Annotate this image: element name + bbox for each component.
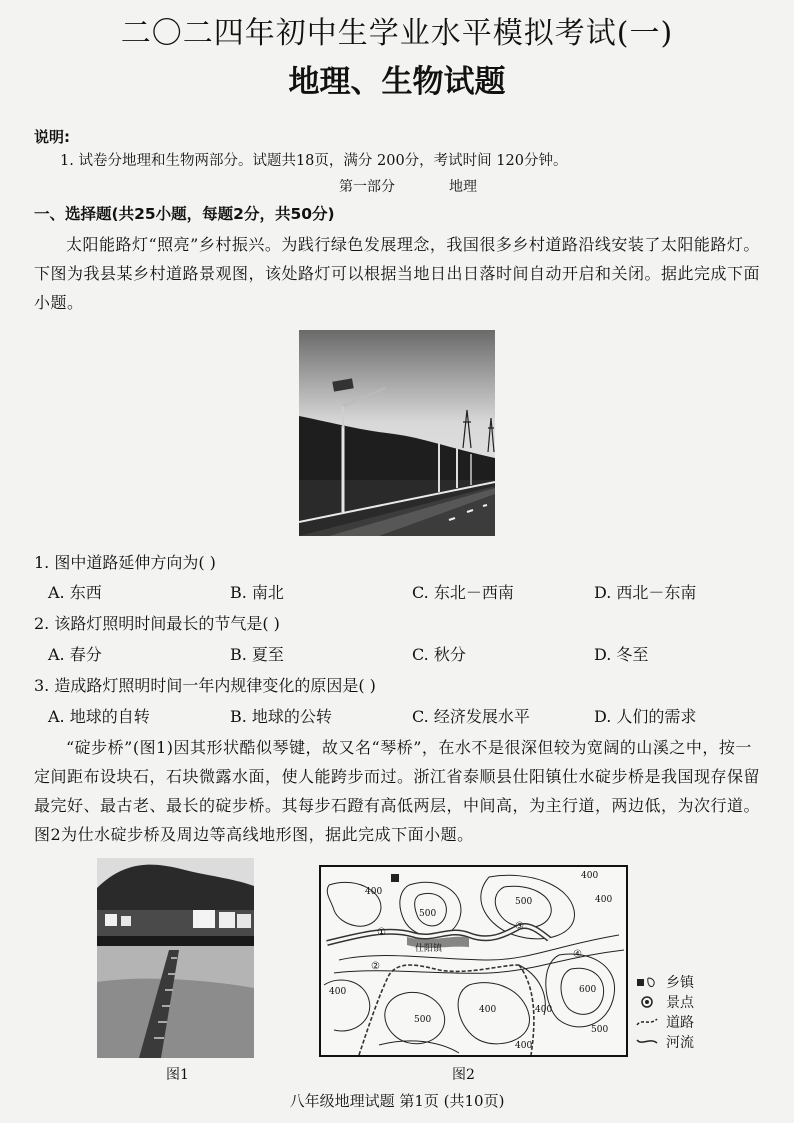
page-footer: 八年级地理试题 第1页 (共10页) — [289, 1092, 505, 1110]
question-3-option-c: C. 经济发展水平 — [412, 707, 530, 726]
question-3-stem: 3. 造成路灯照明时间一年内规律变化的原因是( ) — [34, 676, 376, 695]
legend-road-label: 道路 — [666, 1015, 694, 1031]
contour-label-5: 600 — [579, 985, 597, 995]
river-icon — [636, 1036, 658, 1048]
legend-town-label: 乡镇 — [666, 975, 694, 991]
contour-label-10: 400 — [595, 895, 613, 905]
town-label: 仕阳镇 — [415, 944, 443, 954]
map-marker-3: ③ — [515, 921, 524, 932]
question-1-option-c: C. 东北－西南 — [412, 583, 514, 602]
legend-town — [636, 972, 716, 992]
legend-scenic-label: 景点 — [666, 995, 694, 1011]
contour-label-4: 400 — [581, 871, 599, 881]
figure-1-caption: 图1 — [166, 1067, 189, 1083]
section-heading: 一、选择题(共25小题，每题2分，共50分) — [34, 205, 335, 223]
figure-2-caption: 图2 — [452, 1067, 475, 1083]
question-3-option-b: B. 地球的公转 — [230, 707, 332, 726]
question-1-option-a: A. 东西 — [48, 583, 102, 602]
contour-label-2: 500 — [419, 909, 437, 919]
exam-subtitle: 地理、生物试题 — [288, 64, 506, 100]
contour-map — [319, 865, 628, 1057]
contour-label-12: 400 — [515, 1041, 533, 1051]
contour-label-1: 400 — [365, 887, 383, 897]
question-2-option-d: D. 冬至 — [594, 645, 649, 664]
question-2-option-a: A. 春分 — [48, 645, 102, 664]
legend-scenic — [636, 992, 716, 1012]
question-3-option-a: A. 地球的自转 — [48, 707, 150, 726]
question-1-option-b: B. 南北 — [230, 583, 284, 602]
question-1-option-d: D. 西北－东南 — [594, 583, 697, 602]
exam-title: 二〇二四年初中生学业水平模拟考试(一) — [120, 16, 674, 51]
notes-label: 说明: — [34, 128, 70, 146]
contour-label-11: 500 — [591, 1025, 609, 1035]
question-2-stem: 2. 该路灯照明时间最长的节气是( ) — [34, 614, 280, 633]
question-3-option-d: D. 人们的需求 — [594, 707, 697, 726]
contour-label-9: 400 — [535, 1005, 553, 1015]
map-marker-2: ② — [371, 961, 380, 972]
question-1-stem: 1. 图中道路延伸方向为( ) — [34, 553, 216, 572]
contour-label-8: 400 — [479, 1005, 497, 1015]
question-2-option-c: C. 秋分 — [412, 645, 466, 664]
legend-road — [636, 1012, 716, 1032]
part-subject: 地理 — [449, 179, 477, 195]
scenic-spot-icon — [636, 996, 658, 1008]
passage-stepping-bridge: “碇步桥”(图1)因其形状酷似琴键，故又名“琴桥”，在水不是很深但较为宽阔的山溪之中，按一定间距布设块石，石块微露水面，使人能跨步而过。浙江省泰顺县仕阳镇仕水碇步桥是我国现存保留最完好、最古老、最长的碇步桥。其每步石蹬有高低两层，中间高，为主行道，两边低，为次行道。图2为仕水碇步桥及周边等高线地形图，据此完成下面小题。 — [34, 738, 761, 844]
road-photo — [299, 330, 495, 536]
notes-item-1: 1. 试卷分地理和生物两部分。试题共18页，满分 200分，考试时间 120分钟。 — [60, 153, 568, 169]
contour-label-3: 500 — [515, 897, 533, 907]
contour-label-7: 500 — [414, 1015, 432, 1025]
contour-label-6: 400 — [329, 987, 347, 997]
question-2-option-b: B. 夏至 — [230, 645, 284, 664]
bridge-photo — [97, 858, 254, 1058]
passage-solar-lights: 太阳能路灯“照亮”乡村振兴。为践行绿色发展理念，我国很多乡村道路沿线安装了太阳能路灯。下图为我县某乡村道路景观图，该处路灯可以根据当地日出日落时间自动开启和关闭。据此完成下面小题。 — [34, 235, 761, 312]
legend-river — [636, 1032, 716, 1052]
town-icon — [636, 976, 658, 988]
road-icon — [636, 1016, 658, 1028]
map-legend — [636, 972, 716, 1052]
map-marker-1: ① — [377, 927, 386, 938]
legend-river-label: 河流 — [666, 1035, 694, 1051]
part-label: 第一部分 — [339, 179, 395, 195]
map-marker-4: ④ — [573, 949, 582, 960]
